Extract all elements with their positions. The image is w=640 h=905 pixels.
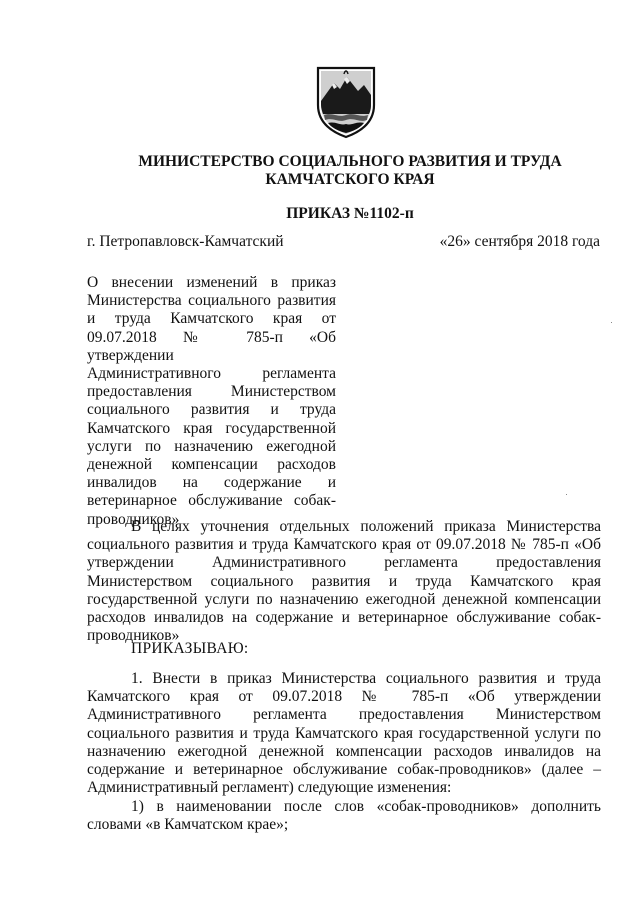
ministry-title xyxy=(110,153,590,189)
subject-line: проводников» xyxy=(87,510,180,528)
order-directive-word: ПРИКАЗЫВАЮ: xyxy=(131,640,249,657)
subject-line: предоставления Министерством xyxy=(87,383,336,401)
subject-line: услуги по назначению ежегодной xyxy=(87,437,336,455)
subject-line: Министерства социального развития xyxy=(87,292,336,310)
scan-speck xyxy=(566,494,567,495)
subject-line: инвалидов на содержание и xyxy=(87,474,336,492)
order-item-1-subitem-1: 1) в наименовании после слов «собак-проводников» дополнить словами «в Камчатском крае»; xyxy=(87,798,601,834)
order-item-1: 1. Внести в приказ Министерства социального развития и труда Камчатского края от 09.07.2018 № 785-п «Об утверждении Административного регламента предоставления Министерством социального развития и труда Камчатского края государственной услуги по назначению ежегодной денежной компенсации расходов инвалидов на содержание и ветеринарное обслуживание собак-проводников» (далее – Административный регламент) следующие изменения: xyxy=(87,670,601,797)
subject-line: ветеринарное обслуживание собак- xyxy=(87,492,336,510)
subject-line: денежной компенсации расходов xyxy=(87,456,336,474)
order-date: «26» сентября 2018 года xyxy=(439,233,600,250)
subject-line: и труда Камчатского края от xyxy=(87,310,336,328)
subject-line: Камчатского края государственной xyxy=(87,419,336,437)
kamchatka-emblem-icon xyxy=(314,65,378,139)
preamble-paragraph: В целях уточнения отдельных положений приказа Министерства социального развития и труда Камчатского края от 09.07.2018 № 785-п «Об утверждении Административного регламента предоставления Министерством социального развития и труда Камчатского края государственной услуги по назначению ежегодной денежной компенсации расходов инвалидов на содержание и ветеринарное обслуживание собак-проводников» xyxy=(87,518,601,645)
order-subject xyxy=(87,274,336,529)
subject-line: Административного регламента xyxy=(87,365,336,383)
subject-line: 09.07.2018 № 785-п «Об утверждении xyxy=(87,328,336,364)
ministry-title-line1: МИНИСТЕРСТВО СОЦИАЛЬНОГО РАЗВИТИЯ И ТРУДА xyxy=(138,153,562,170)
order-title: ПРИКАЗ №1102-п xyxy=(286,205,414,222)
subject-line: О внесении изменений в приказ xyxy=(87,274,336,291)
ministry-title-line2: КАМЧАТСКОГО КРАЯ xyxy=(265,171,435,188)
scan-speck xyxy=(611,322,612,323)
place-of-issue: г. Петропавловск-Камчатский xyxy=(87,233,284,250)
subject-line: социального развития и труда xyxy=(87,401,336,419)
